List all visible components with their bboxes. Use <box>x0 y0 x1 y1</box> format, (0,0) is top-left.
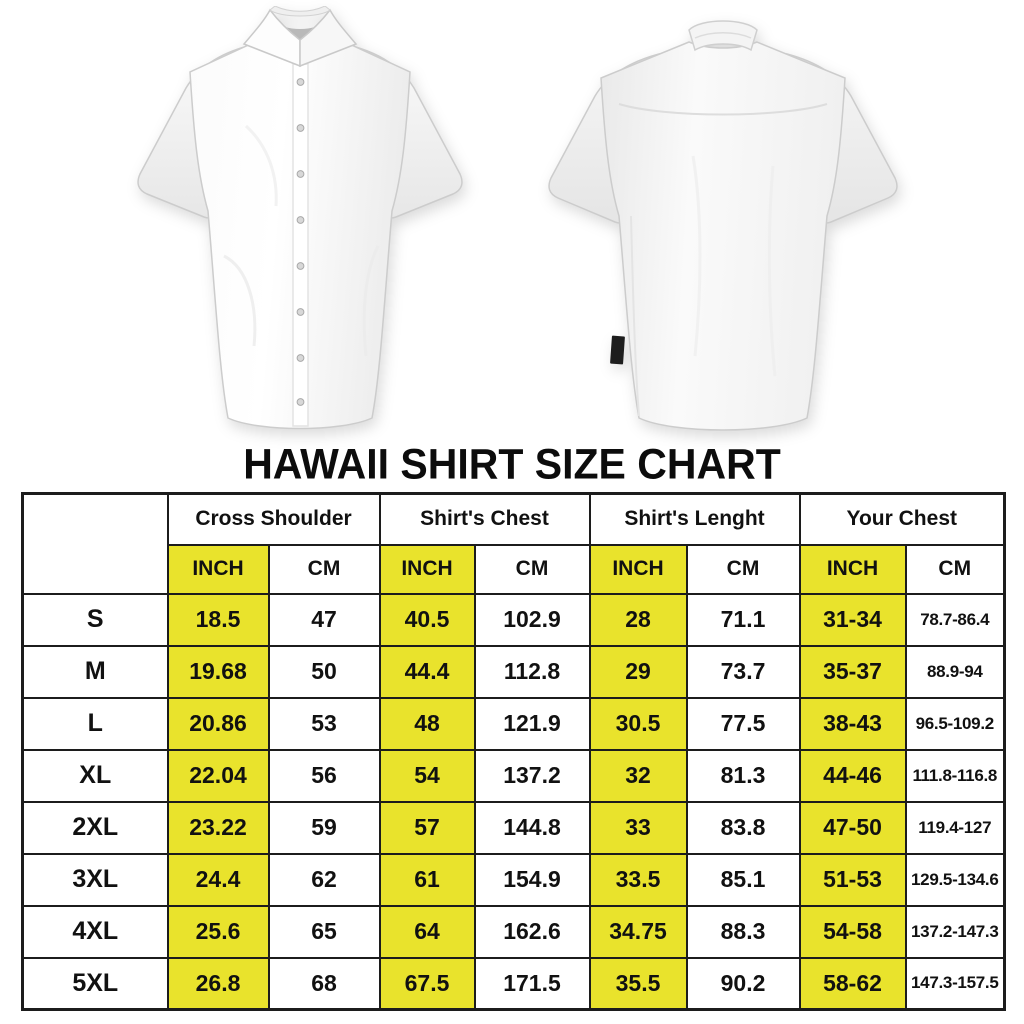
value-cell: 22.04 <box>168 750 269 802</box>
unit-header-inch: INCH <box>800 545 906 594</box>
value-cell: 50 <box>269 646 380 698</box>
size-cell: 3XL <box>23 854 168 906</box>
value-cell: 34.75 <box>590 906 687 958</box>
table-row <box>23 594 1005 646</box>
value-cell: 19.68 <box>168 646 269 698</box>
value-cell: 56 <box>269 750 380 802</box>
value-cell: 28 <box>590 594 687 646</box>
value-cell: 64 <box>380 906 475 958</box>
value-cell: 35.5 <box>590 958 687 1010</box>
value-cell: 85.1 <box>687 854 800 906</box>
value-cell: 53 <box>269 698 380 750</box>
table-row <box>23 802 1005 854</box>
table-row <box>23 958 1005 1010</box>
shirt-back-svg <box>543 16 903 442</box>
value-cell: 18.5 <box>168 594 269 646</box>
unit-header-cm: CM <box>269 545 380 594</box>
value-cell: 44.4 <box>380 646 475 698</box>
group-header-shirts-chest: Shirt's Chest <box>380 494 590 545</box>
value-cell: 112.8 <box>475 646 590 698</box>
size-cell: XL <box>23 750 168 802</box>
value-cell: 88.9-94 <box>906 646 1005 698</box>
value-cell: 111.8-116.8 <box>906 750 1005 802</box>
size-cell: L <box>23 698 168 750</box>
value-cell: 102.9 <box>475 594 590 646</box>
value-cell: 83.8 <box>687 802 800 854</box>
value-cell: 24.4 <box>168 854 269 906</box>
value-cell: 96.5-109.2 <box>906 698 1005 750</box>
value-cell: 33 <box>590 802 687 854</box>
value-cell: 61 <box>380 854 475 906</box>
value-cell: 47 <box>269 594 380 646</box>
unit-header-inch: INCH <box>590 545 687 594</box>
table-row <box>23 906 1005 958</box>
size-cell: 5XL <box>23 958 168 1010</box>
table-row <box>23 750 1005 802</box>
value-cell: 26.8 <box>168 958 269 1010</box>
unit-header-cm: CM <box>687 545 800 594</box>
value-cell: 35-37 <box>800 646 906 698</box>
size-cell: 4XL <box>23 906 168 958</box>
group-header-cross-shoulder: Cross Shoulder <box>168 494 380 545</box>
value-cell: 57 <box>380 802 475 854</box>
value-cell: 51-53 <box>800 854 906 906</box>
value-cell: 119.4-127 <box>906 802 1005 854</box>
size-cell: S <box>23 594 168 646</box>
size-chart <box>21 492 1003 1011</box>
table-row <box>23 854 1005 906</box>
shirt-front-image <box>128 6 474 440</box>
value-cell: 73.7 <box>687 646 800 698</box>
unit-header-inch: INCH <box>380 545 475 594</box>
value-cell: 81.3 <box>687 750 800 802</box>
value-cell: 32 <box>590 750 687 802</box>
value-cell: 23.22 <box>168 802 269 854</box>
unit-header-cm: CM <box>475 545 590 594</box>
value-cell: 54-58 <box>800 906 906 958</box>
value-cell: 77.5 <box>687 698 800 750</box>
value-cell: 20.86 <box>168 698 269 750</box>
value-cell: 33.5 <box>590 854 687 906</box>
value-cell: 67.5 <box>380 958 475 1010</box>
size-chart-table <box>21 492 1006 1011</box>
value-cell: 71.1 <box>687 594 800 646</box>
value-cell: 58-62 <box>800 958 906 1010</box>
value-cell: 29 <box>590 646 687 698</box>
value-cell: 90.2 <box>687 958 800 1010</box>
corner-cell <box>23 494 168 594</box>
value-cell: 38-43 <box>800 698 906 750</box>
unit-header-inch: INCH <box>168 545 269 594</box>
value-cell: 144.8 <box>475 802 590 854</box>
value-cell: 147.3-157.5 <box>906 958 1005 1010</box>
value-cell: 40.5 <box>380 594 475 646</box>
table-row <box>23 698 1005 750</box>
table-row <box>23 646 1005 698</box>
value-cell: 65 <box>269 906 380 958</box>
value-cell: 162.6 <box>475 906 590 958</box>
value-cell: 78.7-86.4 <box>906 594 1005 646</box>
value-cell: 31-34 <box>800 594 906 646</box>
value-cell: 44-46 <box>800 750 906 802</box>
value-cell: 154.9 <box>475 854 590 906</box>
care-tag <box>610 336 625 365</box>
value-cell: 129.5-134.6 <box>906 854 1005 906</box>
value-cell: 171.5 <box>475 958 590 1010</box>
shirt-back-image <box>543 16 903 442</box>
size-cell: 2XL <box>23 802 168 854</box>
value-cell: 137.2 <box>475 750 590 802</box>
page-title: HAWAII SHIRT SIZE CHART <box>243 440 781 488</box>
value-cell: 47-50 <box>800 802 906 854</box>
value-cell: 54 <box>380 750 475 802</box>
value-cell: 121.9 <box>475 698 590 750</box>
group-header-your-chest: Your Chest <box>800 494 1005 545</box>
unit-header-cm: CM <box>906 545 1005 594</box>
value-cell: 68 <box>269 958 380 1010</box>
value-cell: 48 <box>380 698 475 750</box>
group-header-shirts-lenght: Shirt's Lenght <box>590 494 800 545</box>
value-cell: 62 <box>269 854 380 906</box>
value-cell: 30.5 <box>590 698 687 750</box>
value-cell: 25.6 <box>168 906 269 958</box>
shirt-front-svg <box>128 6 474 440</box>
size-cell: M <box>23 646 168 698</box>
value-cell: 137.2-147.3 <box>906 906 1005 958</box>
value-cell: 59 <box>269 802 380 854</box>
value-cell: 88.3 <box>687 906 800 958</box>
